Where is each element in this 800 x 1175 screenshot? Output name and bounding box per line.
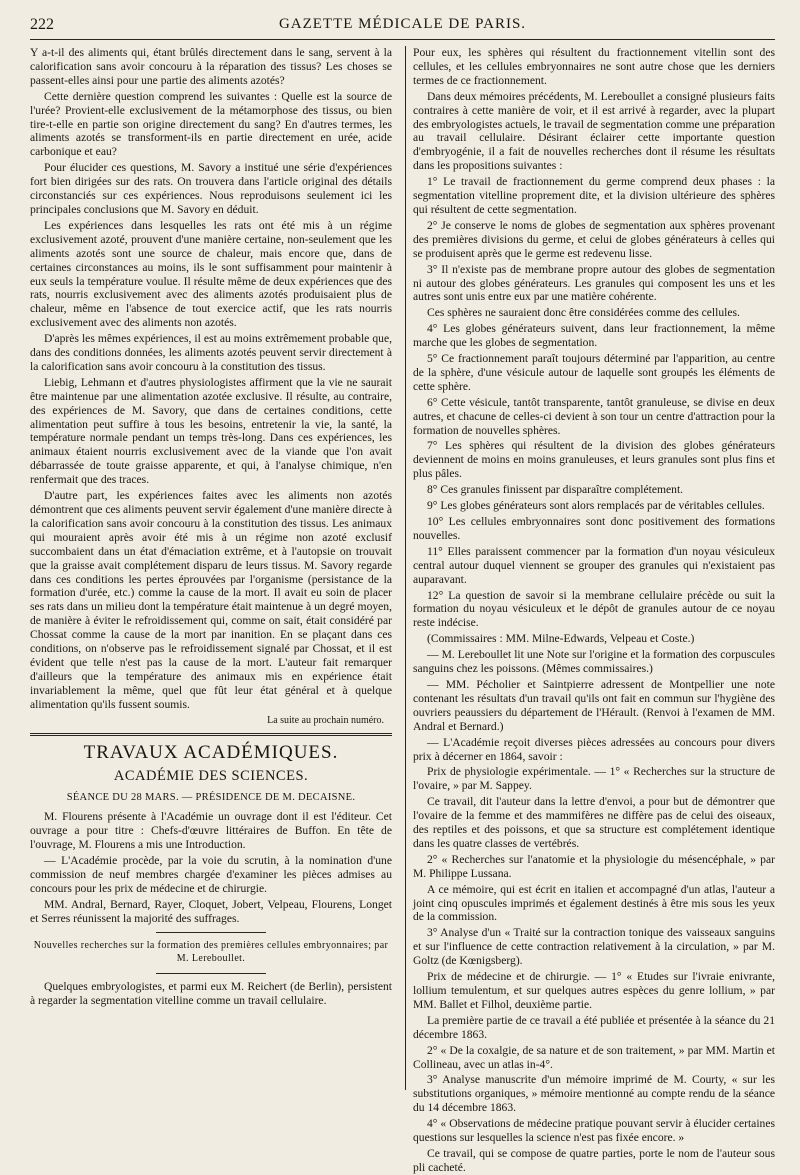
paragraph: 1° Le travail de fractionnement du germe comprend deux phases : la segmentation vitelline proprement dite, et la division ultérieure des sphères qui résultent de cette segmentation. bbox=[413, 175, 775, 216]
paragraph: D'autre part, les expériences faites avec les aliments non azotés démontrent que ces aliments peuvent servir également d'une manière directe à la calorification sans avoir concouru à la constitution des tissus. Les animaux qui mouraient après avoir été mis à un régime non azoté exclusif succombaient dans un état d'émaciation extrême, et à l'autopsie on trouvait que la graisse avait complétement disparu de leurs tissus. M. Savory regarde dans ces conditions les pertes éprouvées par l'organisme (persistance de la formation d'urée, etc.) comme la cause de la mort. Il avait eu soin de placer ses rats dans un milieu dont la température était maintenue à un degré moyen, de manière à éviter le refroidissement qui, comme on sait, était considéré par Chossat comme la cause de la mort par inanition. En se plaçant dans ces conditions, on n'observe pas le refroidissement signalé par Chossat, et il est évident que telle n'est pas la cause de la mort. L'auteur fait remarquer d'ailleurs que la température des animaux mis en expérience était invariablement la même, quel que fût leur état général et à quelque alimentation qu'ils fussent soumis. bbox=[30, 489, 392, 711]
paragraph: Les expériences dans lesquelles les rats ont été mis à un régime exclusivement azoté, prouvent d'une manière certaine, non-seulement que les aliments azotés sont une source de chaleur, mais encore que, dans de certaines circonstances au moins, ils le sont suffisamment pour maintenir à eux seuls la température voulue. Il résulte même de deux expériences que des rats, nourris exclusivement avec des aliments azotés produisaient plus de chaleur, même en l'absence de tout exercice actif, que les rats nourris exclusivement avec des aliments non azotés. bbox=[30, 218, 392, 330]
paragraph: 10° Les cellules embryonnaires sont donc positivement des formations nouvelles. bbox=[413, 515, 775, 542]
paragraph: — L'Académie reçoit diverses pièces adressées au concours pour divers prix à décerner en 1864, savoir : bbox=[413, 735, 775, 763]
header-rule bbox=[30, 39, 775, 40]
paragraph: 2° « De la coxalgie, de sa nature et de son traitement, » par MM. Martin et Collineau, avec un atlas in-4°. bbox=[413, 1043, 775, 1071]
paragraph: 7° Les sphères qui résultent de la division des globes générateurs deviennent de moins en moins granuleuses, et leurs granules sont plus fins et plus pâles. bbox=[413, 439, 775, 481]
paragraph: M. Flourens présente à l'Académie un ouvrage dont il est l'éditeur. Cet ouvrage a pour titre : Chefs-d'œuvre littéraires de Buffon. En tête de l'ouvrage, M. Flourens a mis une Introduction. bbox=[30, 810, 392, 852]
paragraph: 6° Cette vésicule, tantôt transparente, tantôt granuleuse, se divise en deux autres, et chacune de celles-ci devient à son tour un centre d'attraction pour la formation de nouvelles sphères. bbox=[413, 395, 775, 437]
section-subtitle: ACADÉMIE DES SCIENCES. bbox=[113, 768, 309, 785]
paragraph: 2° Je conserve le noms de globes de segmentation aux sphères provenant des premières divisions du germe, et celui de globes générateurs à celles qui se produisent après que le germe est redevenu lisse. bbox=[413, 218, 775, 260]
paragraph: Cette dernière question comprend les suivantes : Quelle est la source de l'urée? Provient-elle exclusivement de la métamorphose des tissus, ou bien tire-t-elle en partie son origine directement du sang? En d'autres termes, les aliments azotés se transforment-ils en partie directement en urée, acide carbonique et eau? bbox=[30, 89, 392, 159]
paragraph: — M. Lereboullet lit une Note sur l'origine et la formation des corpuscules sanguins chez les poissons. (Mêmes commissaires.) bbox=[413, 648, 775, 676]
paragraph: Ce travail, dit l'auteur dans la lettre d'envoi, a pour but de démontrer que l'ovaire de la femme et des mammifères ne diffère pas de celui des oiseaux, des reptiles et des poissons, et que sa structure est complétement identique dans les quatre classes de vertébrés. bbox=[413, 795, 775, 850]
paragraph: Ces sphères ne sauraient donc être considérées comme des cellules. bbox=[427, 306, 740, 320]
paragraph: Prix de physiologie expérimentale. — 1° « Recherches sur la structure de l'ovaire, » par M. Sappey. bbox=[413, 765, 775, 793]
paragraph: Ce travail, qui se compose de quatre parties, porte le nom de l'auteur sous pli cacheté. bbox=[413, 1146, 775, 1174]
left-column bbox=[30, 46, 392, 1090]
paragraph: D'après les mêmes expériences, il est au moins extrêmement probable que, dans des conditions données, les aliments azotés peuvent servir directement à la calorification sans avoir concouru à la constitution des tissus. bbox=[30, 332, 392, 373]
page-header bbox=[30, 16, 775, 38]
article-subhead: Nouvelles recherches sur la formation des premières cellules embryonnaires; par M. Lereboullet. bbox=[33, 939, 389, 964]
mini-divider bbox=[156, 932, 266, 933]
paragraph: Y a-t-il des aliments qui, étant brûlés directement dans le sang, servent à la calorification sans avoir concouru à la réparation des tissus? Les choses se passent-elles ainsi pour une partie des aliments azotés? bbox=[30, 46, 392, 87]
paragraph: (Commissaires : MM. Milne-Edwards, Velpeau et Coste.) bbox=[427, 632, 695, 646]
continued-note: La suite au prochain numéro. bbox=[267, 714, 384, 726]
paragraph: 3° Il n'existe pas de membrane propre autour des globes de segmentation ni autour des globes générateurs. Les granules qui composent les uns et les autres sont unis entre eux par une matière cohérente. bbox=[413, 262, 775, 304]
paragraph: Liebig, Lehmann et d'autres physiologistes affirment que la vie ne saurait être maintenue par une alimentation azotée exclusive. Il résulte, au contraire, des expériences de M. Savory, que dans de certaines conditions, cette alimentation peut suffire à tous les besoins, entretenir la vie, la santé, la température normale pendant un temps très-long. Dans ces expériences, les animaux étaient nourris exclusivement avec de la viande que l'on avait débarrassée de toute graisse apparente, et qui, à l'analyse chimique, n'en renfermait que des traces. bbox=[30, 375, 392, 487]
paragraph: 11° Elles paraissent commencer par la formation d'un noyau vésiculeux central autour duquel viennent se grouper des granules qui n'existaient pas auparavant. bbox=[413, 544, 775, 586]
session-line: SÉANCE DU 28 MARS. — PRÉSIDENCE DE M. DECAISNE. bbox=[66, 791, 356, 803]
paragraph: Quelques embryologistes, et parmi eux M. Reichert (de Berlin), persistent à regarder la segmentation vitelline comme un travail cellulaire. bbox=[30, 979, 392, 1007]
paragraph: 3° Analyse manuscrite d'un mémoire imprimé de M. Courty, « sur les substitutions organiques, » mémoire mentionné au compte rendu de la séance du 14 décembre 1863. bbox=[413, 1073, 775, 1115]
paragraph: 8° Ces granules finissent par disparaître complétement. bbox=[427, 483, 684, 497]
paragraph: A ce mémoire, qui est écrit en italien et accompagné d'un atlas, l'auteur a joint cinq opuscules imprimés et également destinés à être mis sous les yeux de la commission. bbox=[413, 882, 775, 924]
paragraph: Dans deux mémoires précédents, M. Lereboullet a consigné plusieurs faits contraires à cette manière de voir, et il est arrivé à regarder, avec la plupart des embryologistes actuels, le travail de segmentation comme une préparation au travail cellulaire. Désirant éclairer cette importante question d'embryogénie, il a fait de nouvelles recherches dont il résume les résultats dans les propositions suivantes : bbox=[413, 89, 775, 173]
running-title: GAZETTE MÉDICALE DE PARIS. bbox=[278, 16, 527, 32]
paragraph: 4° « Observations de médecine pratique pouvant servir à élucider certaines questions sur lesquelles la science n'est pas fixée encore. » bbox=[413, 1117, 775, 1145]
right-column bbox=[413, 46, 775, 1174]
paragraph: 4° Les globes générateurs suivent, dans leur fractionnement, la même marche que les globes de segmentation. bbox=[413, 322, 775, 350]
column-divider bbox=[405, 46, 406, 1090]
paragraph: — L'Académie procède, par la voie du scrutin, à la nomination d'une commission de neuf membres chargée d'examiner les pièces admises au concours pour les prix de médecine et de chirurgie. bbox=[30, 854, 392, 895]
paragraph: Prix de médecine et de chirurgie. — 1° « Etudes sur l'ivraie enivrante, lollium temulentum, et sur quelques autres espèces du genre lollium, » par MM. Ballet et Filhol, deuxième partie. bbox=[413, 970, 775, 1011]
paragraph: 5° Ce fractionnement paraît toujours déterminé par l'apparition, au centre de la sphère, d'une vésicule autour de laquelle sont groupés les éléments de cette sphère. bbox=[413, 352, 775, 393]
section-title: TRAVAUX ACADÉMIQUES. bbox=[83, 741, 339, 763]
paragraph: 12° La question de savoir si la membrane cellulaire précède ou suit la formation du noyau vésiculeux et le dépôt de granules autour de ce noyau reste indécise. bbox=[413, 588, 775, 630]
paragraph: 9° Les globes générateurs sont alors remplacés par de véritables cellules. bbox=[427, 499, 765, 513]
paragraph: MM. Andral, Bernard, Rayer, Cloquet, Jobert, Velpeau, Flourens, Longet et Serres réunissent la majorité des suffrages. bbox=[30, 897, 392, 925]
paragraph: — MM. Pécholier et Saintpierre adressent de Montpellier une note contenant les résultats d'un travail qu'ils ont fait en commun sur l'hygiène des ouvriers peaussiers du département de l'Hérault. (Renvoi à l'examen de MM. Andral et Bernard.) bbox=[413, 677, 775, 733]
paragraph: 3° Analyse d'un « Traité sur la contraction tonique des vaisseaux sanguins et sur l'influence de cette contraction relativement à la circulation, » par M. Goltz (de Kœnigsberg). bbox=[413, 926, 775, 968]
page-number: 222 bbox=[30, 16, 54, 33]
mini-divider bbox=[156, 973, 266, 974]
paragraph: Pour élucider ces questions, M. Savory a institué une série d'expériences fort bien dirigées sur des rats. On trouvera dans l'article original des détails circonstanciés sur ces expériences. Nous reproduisons seulement ici les principales conclusions que M. Savory en déduit. bbox=[30, 161, 392, 216]
paragraph: 2° « Recherches sur l'anatomie et la physiologie du mésencéphale, » par M. Philippe Lussana. bbox=[413, 852, 775, 880]
paragraph: Pour eux, les sphères qui résultent du fractionnement vitellin sont des cellules, et les cellules embryonnaires ne sont autre chose que les derniers termes de ce fractionnement. bbox=[413, 46, 775, 87]
paragraph: La première partie de ce travail a été publiée et présentée à la séance du 21 décembre 1863. bbox=[413, 1013, 775, 1041]
section-divider bbox=[30, 733, 392, 736]
